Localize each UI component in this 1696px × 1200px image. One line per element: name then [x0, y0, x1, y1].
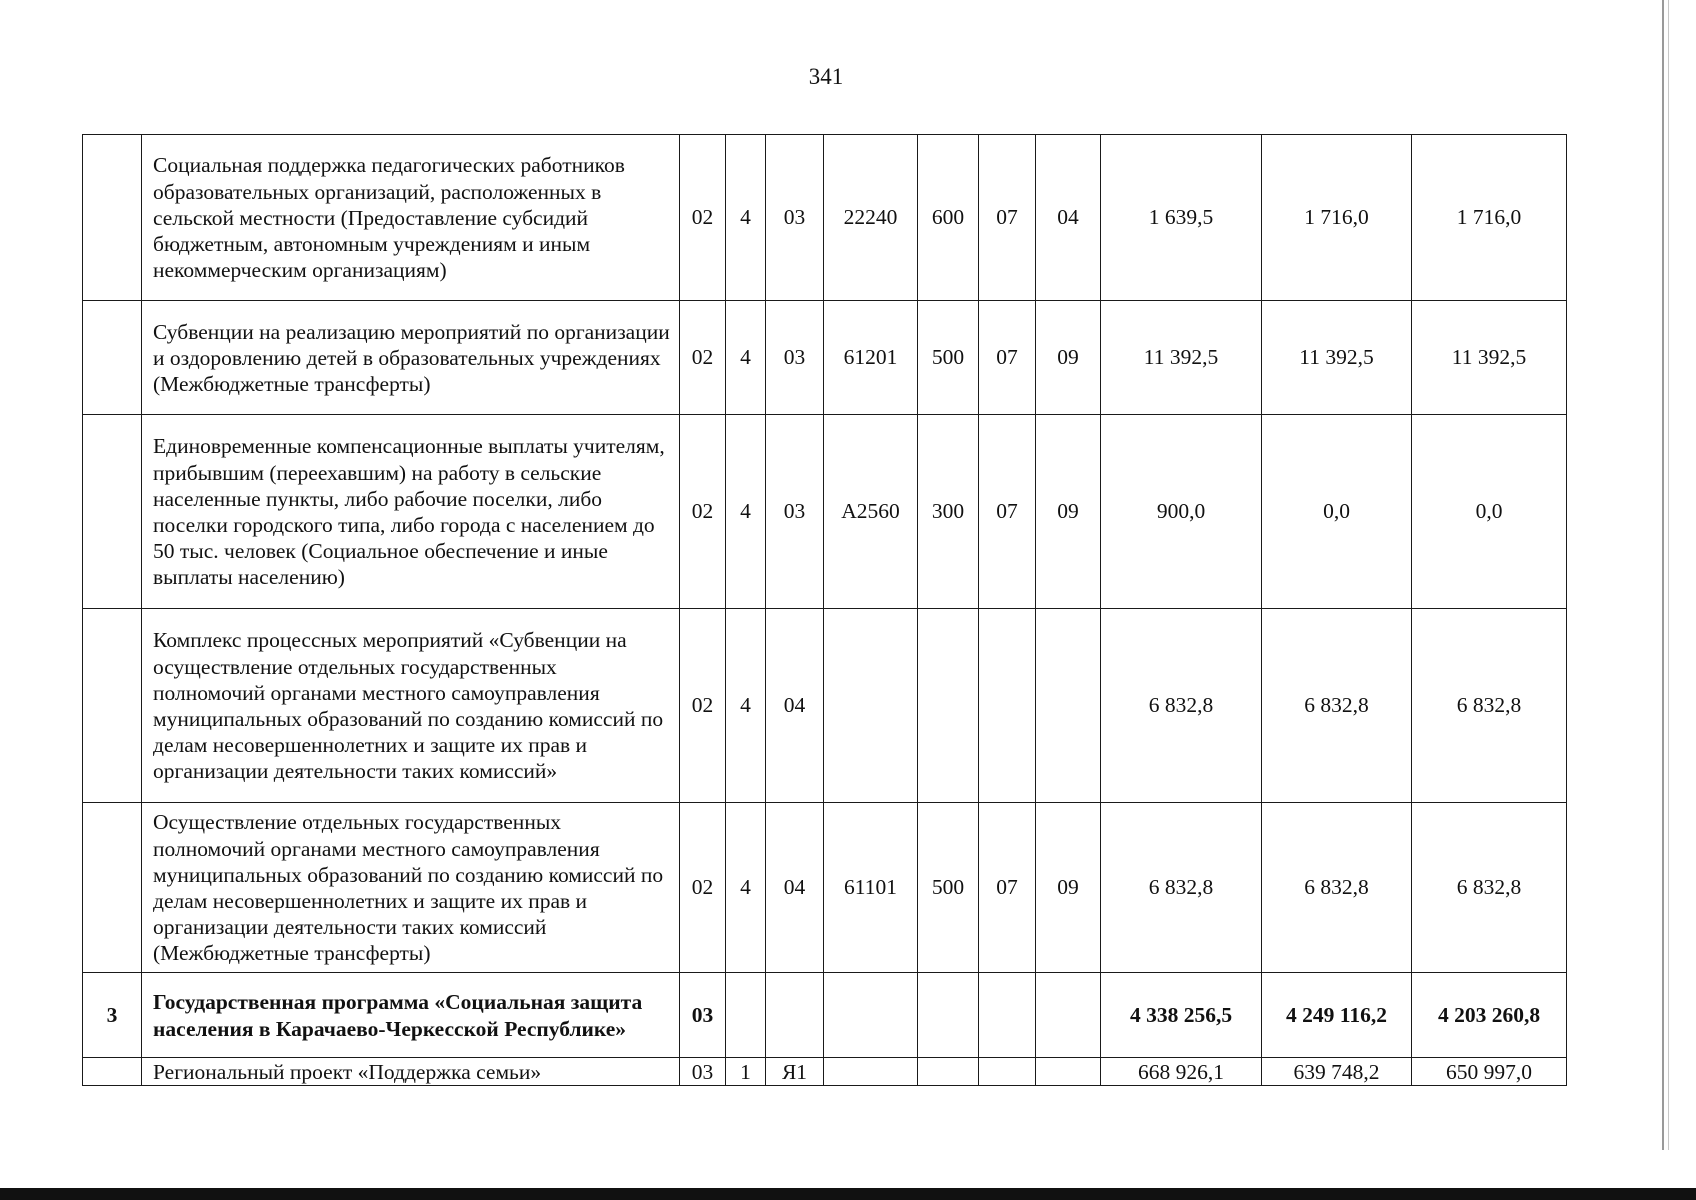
- row-number: [83, 301, 142, 415]
- code-subprogram: 03: [766, 135, 824, 301]
- code-program: 02: [680, 415, 726, 609]
- code-expense-type: [918, 609, 979, 803]
- amount-year-2: 639 748,2: [1262, 1058, 1412, 1086]
- code-expense-type: [918, 1058, 979, 1086]
- code-subsection: [1036, 1058, 1101, 1086]
- code-expense-type: [918, 973, 979, 1058]
- amount-year-1: 900,0: [1101, 415, 1262, 609]
- code-type: 4: [726, 609, 766, 803]
- code-section: 07: [979, 301, 1036, 415]
- row-description: Комплекс процессных мероприятий «Субвенции на осуществление отдельных государственных полномочий органами местного самоуправления муниципальных образований по созданию комиссий по делам несовершеннолетних и защите их прав и организации деятельности таких комиссий»: [142, 609, 680, 803]
- row-description: Государственная программа «Социальная защита населения в Карачаево-Черкесской Республике»: [142, 973, 680, 1058]
- code-section: 07: [979, 135, 1036, 301]
- code-type: 1: [726, 1058, 766, 1086]
- amount-year-3: 6 832,8: [1412, 803, 1567, 973]
- row-description: Региональный проект «Поддержка семьи»: [142, 1058, 680, 1086]
- code-section: 07: [979, 803, 1036, 973]
- row-number: [83, 1058, 142, 1086]
- amount-year-1: 6 832,8: [1101, 803, 1262, 973]
- code-expense-type: 500: [918, 301, 979, 415]
- amount-year-1: 1 639,5: [1101, 135, 1262, 301]
- row-number: [83, 135, 142, 301]
- scan-edge-line: [1668, 0, 1669, 1150]
- code-subprogram: 04: [766, 803, 824, 973]
- budget-table: [82, 134, 1567, 1086]
- amount-year-3: 11 392,5: [1412, 301, 1567, 415]
- code-subsection: 09: [1036, 301, 1101, 415]
- code-subprogram: 04: [766, 609, 824, 803]
- amount-year-3: 4 203 260,8: [1412, 973, 1567, 1058]
- amount-year-1: 6 832,8: [1101, 609, 1262, 803]
- code-type: 4: [726, 803, 766, 973]
- code-direction: [824, 1058, 918, 1086]
- row-number: [83, 609, 142, 803]
- page-number: 341: [808, 64, 844, 89]
- code-expense-type: 600: [918, 135, 979, 301]
- code-section: [979, 973, 1036, 1058]
- code-program: 02: [680, 301, 726, 415]
- code-subprogram: [766, 973, 824, 1058]
- table-row: [83, 803, 1567, 973]
- table-row: [83, 415, 1567, 609]
- table-row-program: [83, 973, 1567, 1058]
- code-direction: [824, 609, 918, 803]
- amount-year-2: 6 832,8: [1262, 609, 1412, 803]
- amount-year-2: 4 249 116,2: [1262, 973, 1412, 1058]
- row-description: Единовременные компенсационные выплаты учителям, прибывшим (переехавшим) на работу в сельские населенные пункты, либо рабочие поселки, либо поселки городского типа, либо города с населением до 50 тыс. человек (Социальное обеспечение и иные выплаты населению): [142, 415, 680, 609]
- code-subsection: [1036, 609, 1101, 803]
- amount-year-2: 1 716,0: [1262, 135, 1412, 301]
- amount-year-3: 0,0: [1412, 415, 1567, 609]
- row-number: 3: [83, 973, 142, 1058]
- code-direction: 61101: [824, 803, 918, 973]
- amount-year-3: 650 997,0: [1412, 1058, 1567, 1086]
- code-expense-type: 300: [918, 415, 979, 609]
- code-type: 4: [726, 301, 766, 415]
- code-direction: 22240: [824, 135, 918, 301]
- code-type: 4: [726, 135, 766, 301]
- scan-bottom-bar: [0, 1188, 1696, 1200]
- code-type: 4: [726, 415, 766, 609]
- row-description: Субвенции на реализацию мероприятий по организации и оздоровлению детей в образовательных учреждениях (Межбюджетные трансферты): [142, 301, 680, 415]
- row-description: Осуществление отдельных государственных полномочий органами местного самоуправления муниципальных образований по созданию комиссий по делам несовершеннолетних и защите их прав и организации деятельности таких комиссий (Межбюджетные трансферты): [142, 803, 680, 973]
- code-subsection: 04: [1036, 135, 1101, 301]
- amount-year-1: 11 392,5: [1101, 301, 1262, 415]
- code-subsection: 09: [1036, 415, 1101, 609]
- code-expense-type: 500: [918, 803, 979, 973]
- amount-year-3: 6 832,8: [1412, 609, 1567, 803]
- amount-year-3: 1 716,0: [1412, 135, 1567, 301]
- row-number: [83, 415, 142, 609]
- code-section: [979, 1058, 1036, 1086]
- amount-year-2: 0,0: [1262, 415, 1412, 609]
- amount-year-2: 6 832,8: [1262, 803, 1412, 973]
- code-subprogram: 03: [766, 301, 824, 415]
- code-program: 03: [680, 973, 726, 1058]
- table-row: [83, 609, 1567, 803]
- row-description: Социальная поддержка педагогических работников образовательных организаций, расположенных в сельской местности (Предоставление субсидий бюджетным, автономным учреждениям и иным некоммерческим организациям): [142, 135, 680, 301]
- table-row: [83, 301, 1567, 415]
- amount-year-2: 11 392,5: [1262, 301, 1412, 415]
- scan-edge-line: [1662, 0, 1664, 1150]
- code-direction: [824, 973, 918, 1058]
- code-section: [979, 609, 1036, 803]
- amount-year-1: 4 338 256,5: [1101, 973, 1262, 1058]
- code-program: 02: [680, 135, 726, 301]
- amount-year-1: 668 926,1: [1101, 1058, 1262, 1086]
- code-subsection: [1036, 973, 1101, 1058]
- code-subprogram: 03: [766, 415, 824, 609]
- table-row: [83, 135, 1567, 301]
- table-row: [83, 1058, 1567, 1086]
- row-number: [83, 803, 142, 973]
- code-type: [726, 973, 766, 1058]
- code-program: 03: [680, 1058, 726, 1086]
- code-direction: 61201: [824, 301, 918, 415]
- code-program: 02: [680, 609, 726, 803]
- code-program: 02: [680, 803, 726, 973]
- code-subsection: 09: [1036, 803, 1101, 973]
- code-direction: А2560: [824, 415, 918, 609]
- code-section: 07: [979, 415, 1036, 609]
- code-subprogram: Я1: [766, 1058, 824, 1086]
